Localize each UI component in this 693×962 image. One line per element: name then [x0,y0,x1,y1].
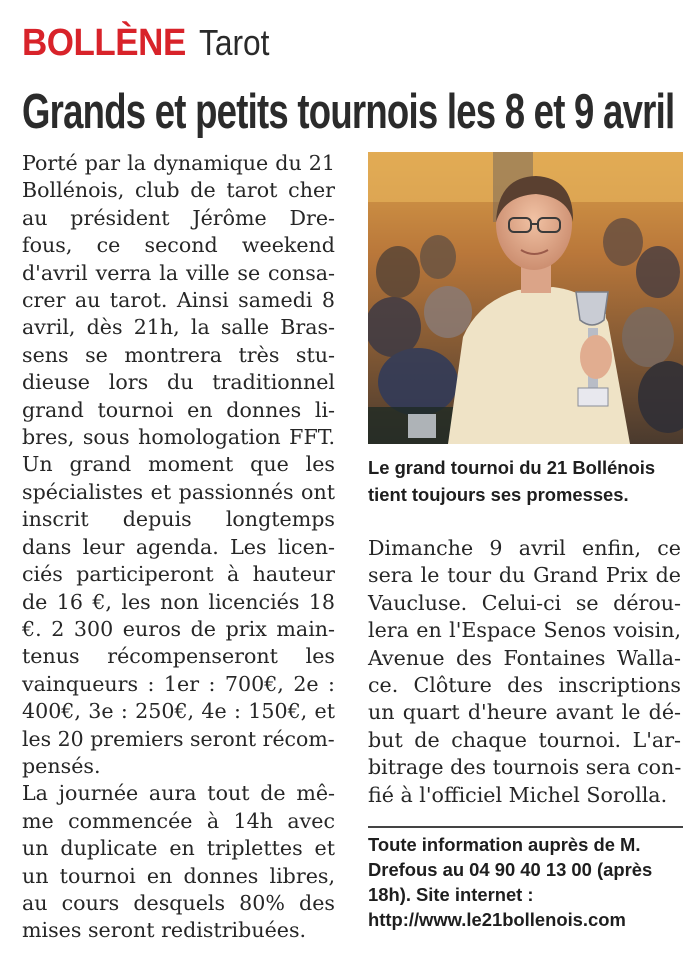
text-line: Drefous au 04 90 40 13 00 (après [368,859,653,880]
article-body-left [22,150,335,945]
text-line: Porté par la dynamique du 21 [22,151,335,175]
text-line: au président Jérôme Dre- [22,205,335,230]
text-line: les 20 premiers seront récom- [22,726,335,751]
text-line: sens se montrera très stu- [22,342,335,367]
text-line: pensés. [22,753,101,778]
photo-illustration [368,152,683,444]
text-line: fié à l'officiel Michel Sorolla. [368,782,668,807]
text-line: au cours desquels 80% des [22,890,335,915]
text-line: La journée aura tout de mê- [22,781,335,806]
text-line: lera en l'Espace Senos voisin, [368,618,681,643]
text-line: 400€, 3e : 250€, 4e : 150€, et [22,699,335,724]
town-label: BOLLÈNE [22,22,186,64]
text-line: d'avril verra la ville se consa- [22,260,335,285]
text-line: Toute information auprès de M. [368,834,641,855]
text-line: ce. Clôture des inscriptions [368,673,681,698]
text-line: un quart d'heure avant le dé- [368,700,681,725]
text-line: 18h). Site internet : [368,884,534,905]
text-line: tient toujours ses promesses. [368,484,629,505]
article-header [22,22,279,65]
text-line: mises seront redistribuées. [22,918,307,943]
text-line: bitrage des tournois sera con- [368,755,682,780]
rubric-label: Tarot [199,22,270,63]
text-line: dieuse lors du traditionnel [22,370,335,395]
text-line: me commencée à 14h avec [22,808,335,833]
text-line: Vaucluse. Celui-ci se dérou- [368,590,681,615]
text-line: Le grand tournoi du 21 Bollénois [368,457,656,478]
headline: Grands et petits tournois les 8 et 9 avril [22,85,675,139]
text-line: Dimanche 9 avril enfin, ce [368,536,681,560]
text-line: fous, ce second weekend [22,233,335,258]
text-line: avril, dès 21h, la salle Bras- [22,315,335,340]
text-line: dans leur agenda. Les licen- [22,534,335,559]
text-line: vainqueurs : 1er : 700€, 2e : [22,671,335,696]
text-line: spécialistes et passionnés ont [22,479,335,504]
text-line: inscrit depuis longtemps [22,507,335,532]
text-line: but de chaque tournoi. L'ar- [368,727,681,752]
text-line: un tournoi en donnes libres, [22,863,335,888]
info-box [368,832,683,932]
text-line: Bollénois, club de tarot cher [22,178,335,203]
text-line: ciés participeront à hauteur [22,562,335,587]
article-body-right [368,535,681,809]
text-line: Un grand moment que les [22,452,335,477]
info-divider [368,826,683,828]
text-line: http://www.le21bollenois.com [368,909,626,930]
photo-caption [368,454,683,508]
text-line: €. 2 300 euros de prix main- [22,616,335,641]
text-line: de 16 €, les non licenciés 18 [22,589,335,614]
text-line: sera le tour du Grand Prix de [368,563,681,588]
text-line: grand tournoi en donnes li- [22,397,335,422]
text-line: tenus récompenseront les [22,644,335,669]
text-line: un duplicate en triplettes et [22,836,335,861]
text-line: crer au tarot. Ainsi samedi 8 [22,288,335,313]
text-line: Avenue des Fontaines Walla- [368,645,681,670]
article-photo [368,152,683,444]
text-line: bres, sous homologation FFT. [22,425,335,450]
